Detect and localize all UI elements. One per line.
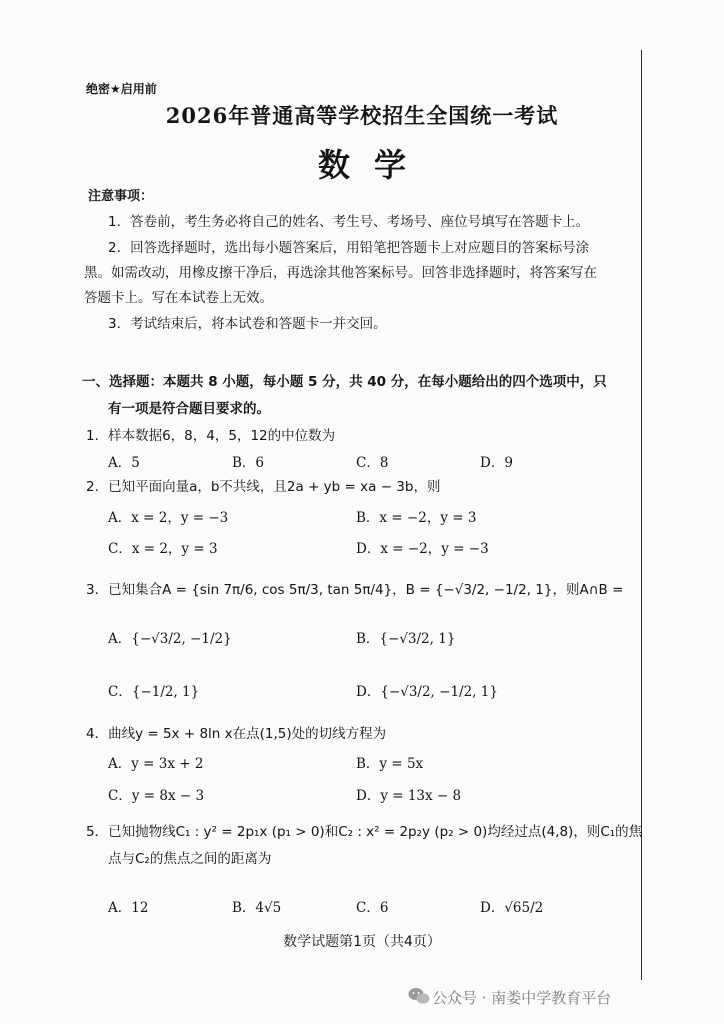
question-5-option-c: C．6 bbox=[356, 900, 389, 916]
exam-title: 2026年普通高等学校招生全国统一考试 bbox=[165, 103, 559, 128]
question-4-option-b: B．y = 5x bbox=[356, 756, 424, 772]
page-footer: 数学试题第1页（共4页） bbox=[283, 934, 441, 950]
question-4-option-c: C．y = 8x − 3 bbox=[108, 788, 205, 804]
notice-heading: 注意事项： bbox=[88, 189, 154, 204]
section-heading-line-1: 一、选择题：本题共 8 小题，每小题 5 分，共 40 分，在每小题给出的四个选项中，只 bbox=[82, 374, 607, 390]
binding-line bbox=[641, 50, 642, 980]
question-2-option-a: A．x = 2，y = −3 bbox=[108, 510, 229, 526]
question-1-option-b: B．6 bbox=[232, 455, 265, 471]
question-3-option-d: D．{−√3/2, −1/2, 1} bbox=[356, 684, 498, 700]
wechat-icon bbox=[408, 987, 430, 1005]
question-3-option-b: B．{−√3/2, 1} bbox=[356, 631, 456, 647]
notice-line-3: 黑。如需改动，用橡皮擦干净后，再选涂其他答案标号。回答非选择题时，将答案写在 bbox=[84, 265, 597, 281]
watermark-text: 公众号 · 南娄中学教育平台 bbox=[432, 989, 612, 1007]
question-2-stem: 2．已知平面向量a，b不共线，且2a + yb = xa − 3b，则 bbox=[86, 479, 441, 495]
section-heading-line-2: 有一项是符合题目要求的。 bbox=[108, 401, 270, 417]
question-1-stem: 1．样本数据6，8，4，5，12的中位数为 bbox=[86, 428, 336, 444]
question-5-stem-line-1: 5．已知抛物线C₁ : y² = 2p₁x (p₁ > 0)和C₂ : x² = 2p₂y (p₂ > 0)均经过点(4,8)，则C₁的焦 bbox=[86, 824, 643, 840]
question-4-option-a: A．y = 3x + 2 bbox=[108, 756, 204, 772]
question-1-option-d: D．9 bbox=[480, 455, 513, 471]
question-3-stem: 3．已知集合A = {sin 7π/6, cos 5π/3, tan 5π/4}，B = {−√3/2, −1/2, 1}，则A∩B = bbox=[86, 582, 624, 598]
question-2-option-d: D．x = −2，y = −3 bbox=[356, 541, 489, 557]
notice-line-5: 3．考试结束后，将本试卷和答题卡一并交回。 bbox=[108, 316, 387, 332]
question-3-option-c: C．{−1/2, 1} bbox=[108, 684, 200, 700]
notice-line-1: 1．答卷前，考生务必将自己的姓名、考生号、考场号、座位号填写在答题卡上。 bbox=[108, 214, 590, 230]
question-5-stem-line-2: 点与C₂的焦点之间的距离为 bbox=[108, 851, 272, 867]
notice-line-2: 2．回答选择题时，选出每小题答案后，用铅笔把答题卡上对应题目的答案标号涂 bbox=[108, 240, 590, 256]
question-2-option-c: C．x = 2，y = 3 bbox=[108, 541, 218, 557]
question-4-option-d: D．y = 13x − 8 bbox=[356, 788, 462, 804]
question-5-option-a: A．12 bbox=[108, 900, 149, 916]
question-4-stem: 4．曲线y = 5x + 8ln x在点(1,5)处的切线方程为 bbox=[86, 726, 387, 742]
subject-title: 数学 bbox=[317, 146, 430, 184]
question-3-option-a: A．{−√3/2, −1/2} bbox=[108, 631, 232, 647]
question-5-option-b: B．4√5 bbox=[232, 900, 282, 916]
question-2-option-b: B．x = −2，y = 3 bbox=[356, 510, 477, 526]
question-1-option-a: A．5 bbox=[108, 455, 140, 471]
question-1-option-c: C．8 bbox=[356, 455, 389, 471]
notice-line-4: 答题卡上。写在本试卷上无效。 bbox=[84, 290, 273, 306]
question-5-option-d: D．√65/2 bbox=[480, 900, 544, 916]
confidential-mark: 绝密★启用前 bbox=[86, 82, 157, 96]
